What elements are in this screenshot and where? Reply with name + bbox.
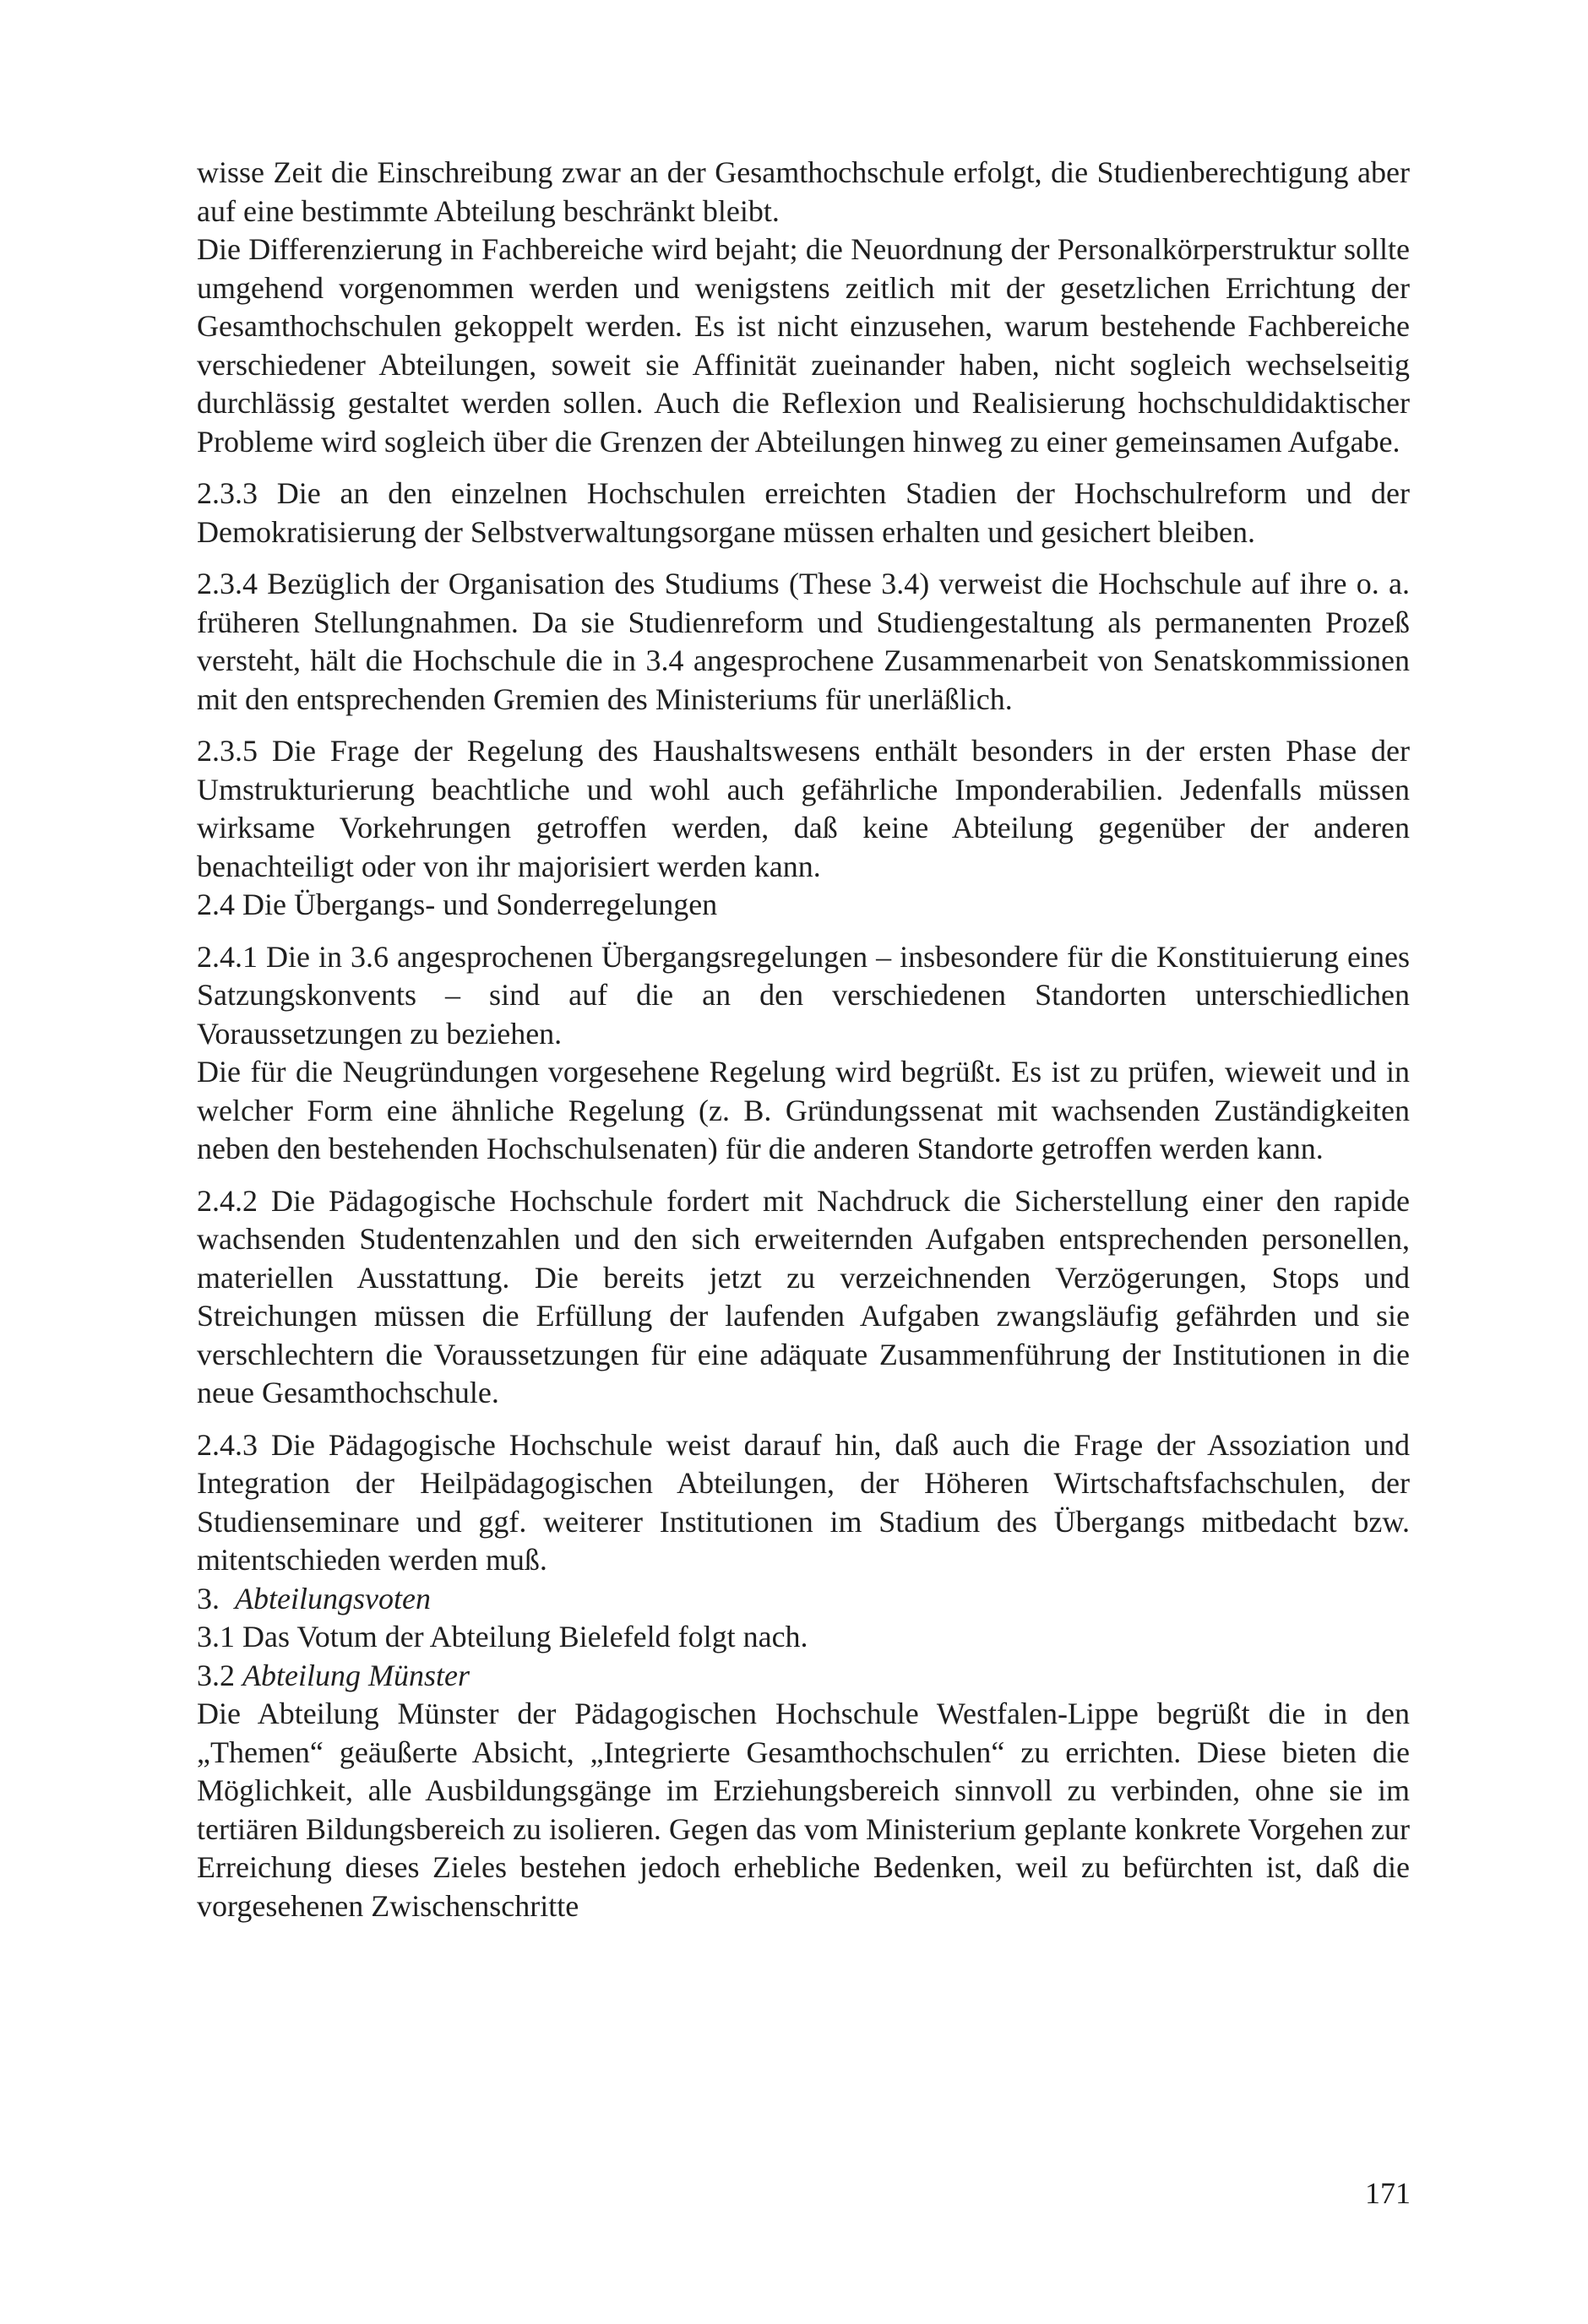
paragraph-2-4-1-continued: Die für die Neugründungen vorgesehene Regelung wird begrüßt. Es ist zu prüfen, wieweit und in welcher Form eine ähnliche Regelung (z. B. Gründungssenat mit wachsenden Zuständigkeiten neben den bestehenden Hochschulsenaten) für die anderen Standorte getroffen werden kann.	[197, 1055, 1410, 1165]
paragraph-2-3-3: 2.3.3 Die an den einzelnen Hochschulen erreichten Stadien der Hochschulreform und der Demokratisierung der Selbstverwaltungsorgane müssen erhalten und gesichert bleiben.	[197, 476, 1410, 549]
paragraph-fachbereiche: Die Differenzierung in Fachbereiche wird bejaht; die Neuordnung der Personalkörperstruktur sollte umgehend vorgenommen werden und wenigstens zeitlich mit der gesetzlichen Errichtung der Gesamthochschulen gekoppelt werden. Es ist nicht einzusehen, warum bestehende Fachbereiche verschiedener Abteilungen, soweit sie Affinität zueinander haben, nicht sogleich wechselseitig durchlässig gestaltet werden sollen. Auch die Reflexion und Realisierung hochschuldidaktischer Probleme wird sogleich über die Grenzen der Abteilungen hinweg zu einer gemeinsamen Aufgabe.	[197, 232, 1410, 459]
section-title: Abteilung Münster	[242, 1658, 470, 1692]
section-number: 3.	[197, 1581, 220, 1615]
paragraph-3-1: 3.1 Das Votum der Abteilung Bielefeld folgt nach.	[197, 1620, 808, 1653]
page-number: 171	[1365, 2176, 1411, 2210]
paragraph-2-4-1: 2.4.1 Die in 3.6 angesprochenen Übergangsregelungen – insbesondere für die Konstituierung eines Satzungskonvents – sind auf die an den verschiedenen Standorten unterschiedlichen Voraussetzungen zu beziehen.	[197, 939, 1410, 1051]
paragraph-2-3-5: 2.3.5 Die Frage der Regelung des Haushaltswesens enthält besonders in der ersten Phase der Umstrukturierung beachtliche und wohl auch gefährliche Imponderabilien. Jedenfalls müssen wirksame Vorkehrungen getroffen werden, daß keine Abteilung gegenüber der anderen benachteiligt oder von ihr majorisiert werden kann.	[197, 734, 1410, 883]
paragraph-2-4-3: 2.4.3 Die Pädagogische Hochschule weist darauf hin, daß auch die Frage der Assoziation und Integration der Heilpädagogischen Abteilungen, der Höheren Wirtschaftsfachschulen, der Studienseminare und ggf. weiterer Institutionen im Stadium des Übergangs mitbedacht bzw. mitentschieden werden muß.	[197, 1427, 1410, 1577]
body-text	[197, 154, 1410, 1925]
section-number: 3.2	[197, 1658, 235, 1692]
section-heading-2-4: 2.4 Die Übergangs- und Sonderregelungen	[197, 888, 718, 921]
paragraph-continuation: wisse Zeit die Einschreibung zwar an der Gesamthochschule erfolgt, die Studienberechtigung aber auf eine bestimmte Abteilung beschränkt bleibt.	[197, 155, 1410, 228]
paragraph-3-2: Die Abteilung Münster der Pädagogischen Hochschule Westfalen-Lippe begrüßt die in den „Themen“ geäußerte Absicht, „Integrierte Gesamthochschulen“ zu errichten. Diese bieten die Möglichkeit, alle Ausbildungsgänge im Erziehungsbereich sinnvoll zu verbinden, ohne sie im tertiären Bildungsbereich zu isolieren. Gegen das vom Ministerium geplante konkrete Vorgehen zur Erreichung dieses Zieles bestehen jedoch erhebliche Bedenken, weil zu befürchten ist, daß die vorgesehenen Zwischenschritte	[197, 1697, 1410, 1923]
section-title: Abteilungsvoten	[235, 1581, 431, 1615]
section-heading-3-2	[197, 1657, 1410, 1696]
section-heading-3	[197, 1580, 1410, 1619]
paragraph-2-3-4: 2.3.4 Bezüglich der Organisation des Studiums (These 3.4) verweist die Hochschule auf ihre o. a. früheren Stellungnahmen. Da sie Studienreform und Studiengestaltung als permanenten Prozeß versteht, hält die Hochschule die in 3.4 angesprochene Zusammenarbeit von Senatskommissionen mit den entsprechenden Gremien des Ministeriums für unerläßlich.	[197, 567, 1410, 716]
paragraph-2-4-2: 2.4.2 Die Pädagogische Hochschule fordert mit Nachdruck die Sicherstellung einer den rapide wachsenden Studentenzahlen und den sich erweiternden Aufgaben entsprechenden personellen, materiellen Ausstattung. Die bereits jetzt zu verzeichnenden Verzögerungen, Stops und Streichungen müssen die Erfüllung der laufenden Aufgaben zwangsläufig gefährden und sie verschlechtern die Voraussetzungen für eine adäquate Zusammenführung der Institutionen in die neue Gesamthochschule.	[197, 1183, 1410, 1409]
